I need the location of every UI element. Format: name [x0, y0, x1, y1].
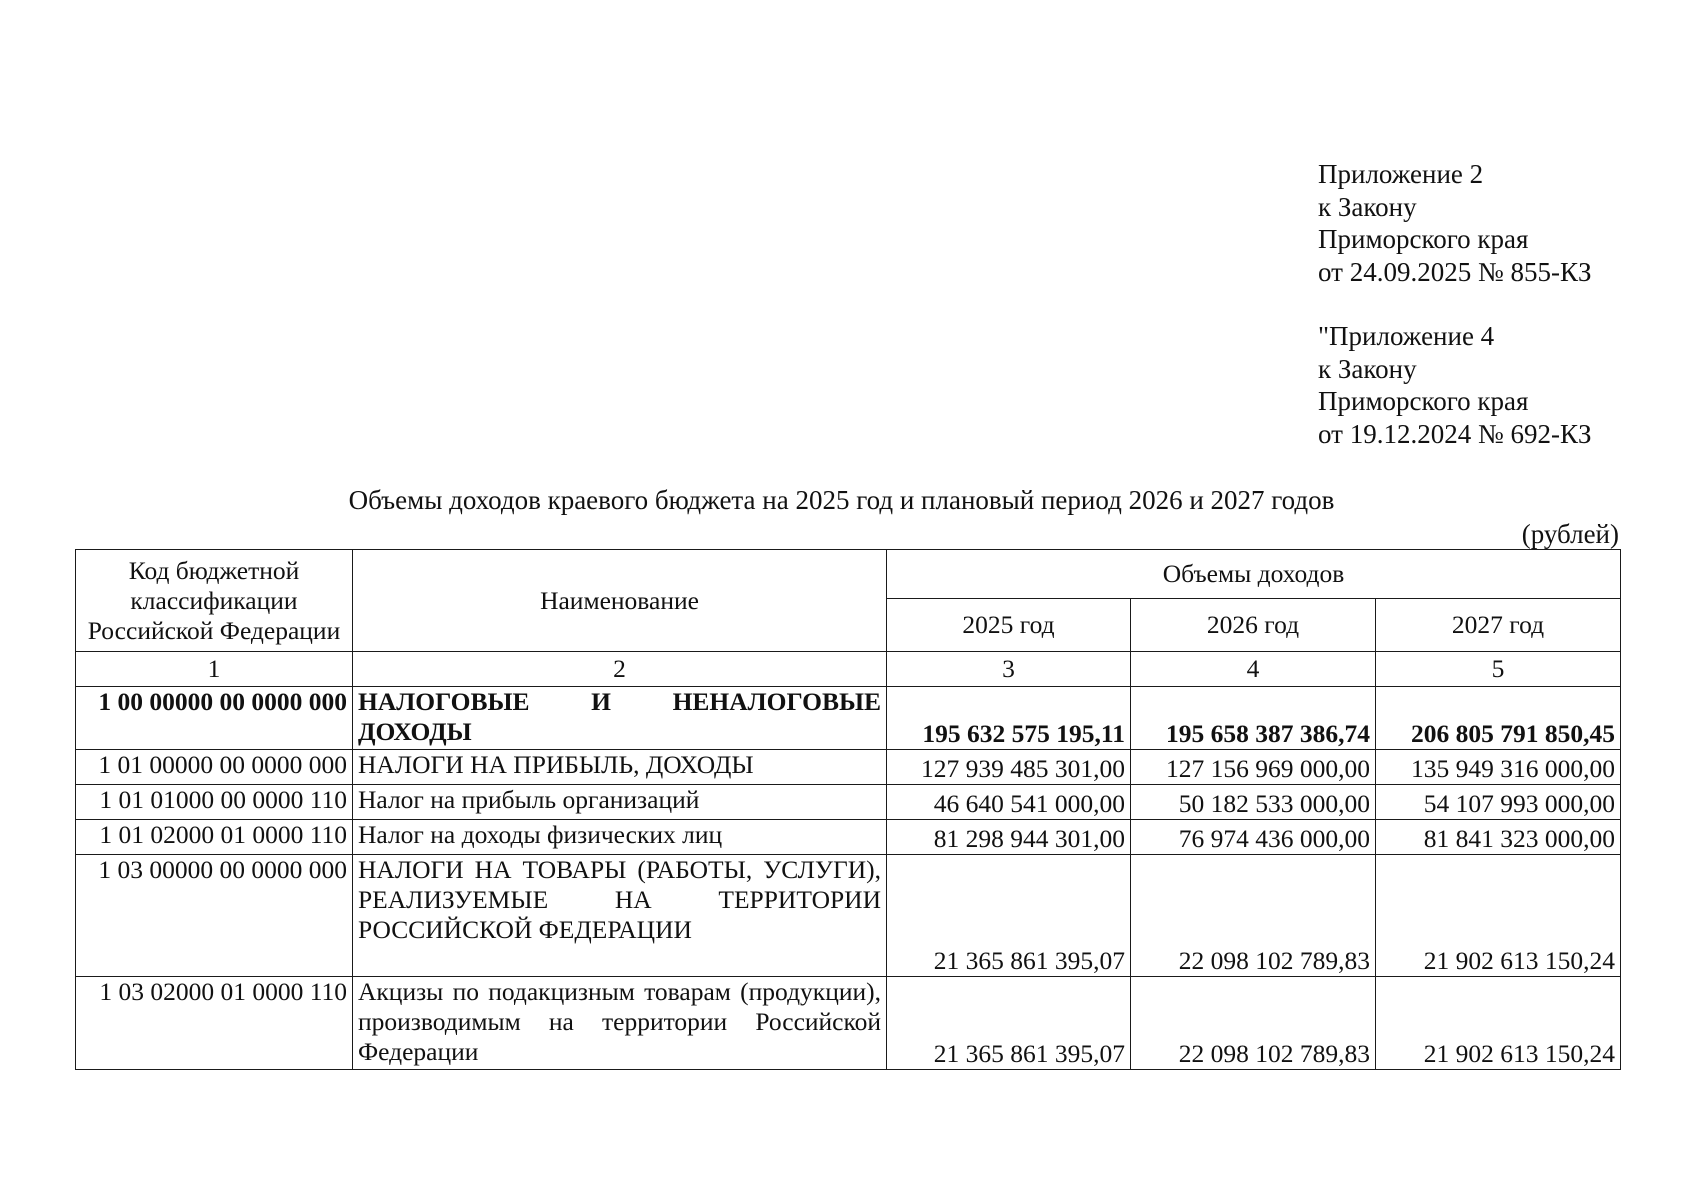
column-number: 5: [1376, 652, 1621, 687]
table-row: [76, 785, 1621, 820]
document-title: Объемы доходов краевого бюджета на 2025 год и плановый период 2026 и 2027 годов: [348, 485, 1335, 515]
code-cell: 1 01 00000 00 0000 000: [76, 750, 353, 785]
header-code: Код бюджетной классификации Российской Федерации: [76, 550, 353, 652]
name-cell: Налог на прибыль организаций: [353, 785, 887, 820]
value-2025-cell: 195 632 575 195,11: [887, 687, 1131, 750]
value-2026-cell: 127 156 969 000,00: [1131, 750, 1376, 785]
table-row: [76, 687, 1621, 750]
value-2027-cell: 21 902 613 150,24: [1376, 855, 1621, 977]
code-cell: 1 01 02000 01 0000 110: [76, 820, 353, 855]
value-2027-cell: 206 805 791 850,45: [1376, 687, 1621, 750]
value-2026-cell: 50 182 533 000,00: [1131, 785, 1376, 820]
annex-line: Приморского края: [1318, 224, 1529, 254]
value-2026-cell: 76 974 436 000,00: [1131, 820, 1376, 855]
name-cell: НАЛОГИ НА ПРИБЫЛЬ, ДОХОДЫ: [353, 750, 887, 785]
table-row: [76, 750, 1621, 785]
code-cell: 1 03 00000 00 0000 000: [76, 855, 353, 977]
header-volumes: Объемы доходов: [887, 550, 1621, 599]
name-cell: Налог на доходы физических лиц: [353, 820, 887, 855]
header-year-2026: 2026 год: [1131, 599, 1376, 652]
annex-line: Приложение 2: [1318, 159, 1484, 189]
value-2025-cell: 21 365 861 395,07: [887, 855, 1131, 977]
value-2025-cell: 46 640 541 000,00: [887, 785, 1131, 820]
column-number: 1: [76, 652, 353, 687]
code-cell: 1 03 02000 01 0000 110: [76, 977, 353, 1070]
value-2025-cell: 81 298 944 301,00: [887, 820, 1131, 855]
revenue-table: [75, 549, 1621, 1070]
code-cell: 1 01 01000 00 0000 110: [76, 785, 353, 820]
name-cell: Акцизы по подакцизным товарам (продукции), производимым на территории Российской Федерации: [353, 977, 887, 1070]
column-number: 3: [887, 652, 1131, 687]
annex-reference-amended: [1318, 320, 1591, 450]
code-cell: 1 00 00000 00 0000 000: [76, 687, 353, 750]
name-cell: НАЛОГОВЫЕ И НЕНАЛОГОВЫЕ ДОХОДЫ: [353, 687, 887, 750]
annex-line: от 19.12.2024 № 692-КЗ: [1318, 418, 1592, 449]
header-year-2027: 2027 год: [1376, 599, 1621, 652]
column-number-row: [76, 652, 1621, 687]
units-label: (рублей): [1521, 519, 1619, 549]
value-2027-cell: 135 949 316 000,00: [1376, 750, 1621, 785]
value-2027-cell: 54 107 993 000,00: [1376, 785, 1621, 820]
value-2025-cell: 21 365 861 395,07: [887, 977, 1131, 1070]
header-row: [76, 550, 1621, 599]
document-title-row: [0, 484, 1698, 516]
header-year-2025: 2025 год: [887, 599, 1131, 652]
name-cell: НАЛОГИ НА ТОВАРЫ (РАБОТЫ, УСЛУГИ), РЕАЛИЗУЕМЫЕ НА ТЕРРИТОРИИ РОССИЙСКОЙ ФЕДЕРАЦИИ: [353, 855, 887, 977]
annex-line: к Закону: [1318, 191, 1417, 222]
annex-line: от 24.09.2025 № 855-КЗ: [1318, 256, 1592, 287]
table-row: [76, 820, 1621, 855]
value-2027-cell: 21 902 613 150,24: [1376, 977, 1621, 1070]
table-row: [76, 977, 1621, 1070]
annex-line: к Закону: [1318, 353, 1417, 384]
annex-reference-current: [1318, 158, 1591, 288]
annex-line: Приморского края: [1318, 386, 1529, 416]
value-2026-cell: 195 658 387 386,74: [1131, 687, 1376, 750]
value-2026-cell: 22 098 102 789,83: [1131, 977, 1376, 1070]
value-2026-cell: 22 098 102 789,83: [1131, 855, 1376, 977]
value-2027-cell: 81 841 323 000,00: [1376, 820, 1621, 855]
column-number: 2: [353, 652, 887, 687]
table-row: [76, 855, 1621, 977]
value-2025-cell: 127 939 485 301,00: [887, 750, 1131, 785]
revenue-table-body: [76, 550, 1621, 1070]
annex-line: "Приложение 4: [1318, 321, 1495, 351]
header-name: Наименование: [353, 550, 887, 652]
column-number: 4: [1131, 652, 1376, 687]
